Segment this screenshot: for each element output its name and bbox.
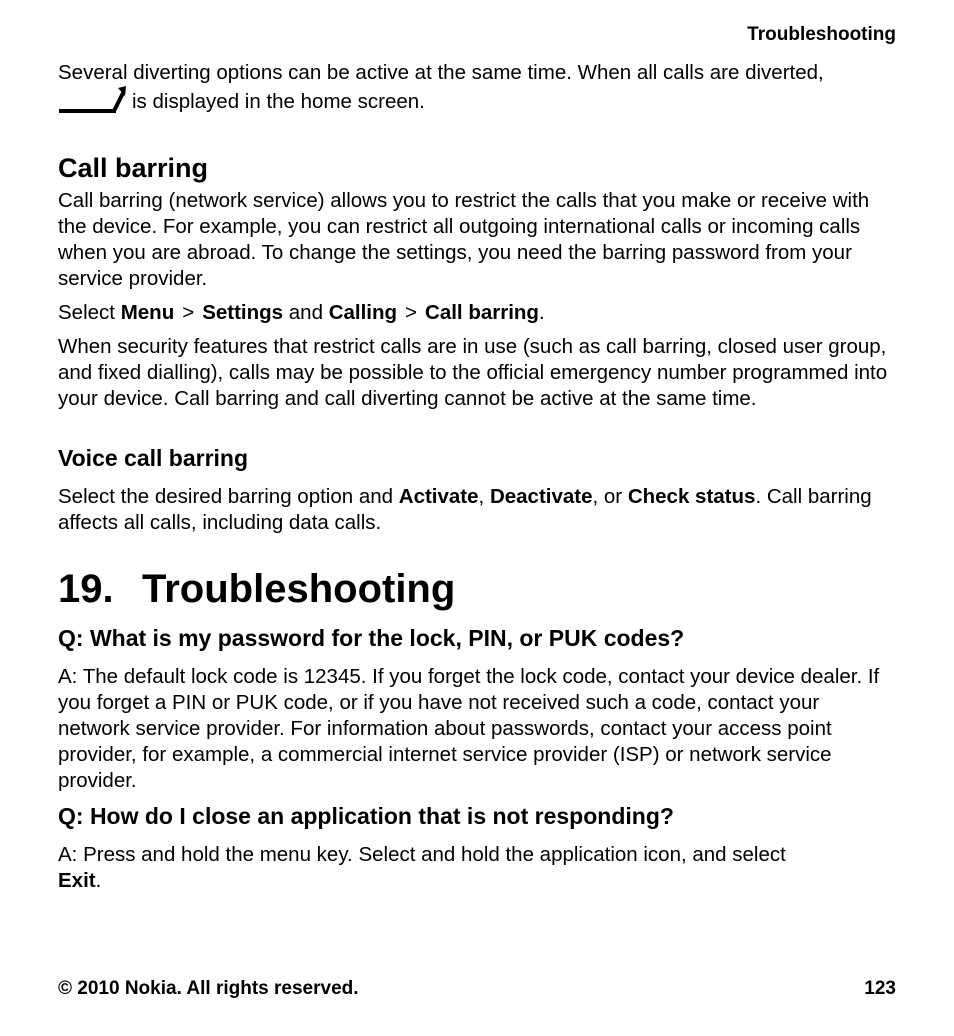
menu-item-call-barring: Call barring [425, 301, 539, 324]
section-voice-call-barring [58, 444, 896, 536]
page-footer [58, 978, 896, 1000]
chapter-title [58, 566, 896, 612]
menu-item-settings: Settings [202, 301, 284, 324]
path-separator: > [405, 301, 418, 324]
intro-line-1: Several diverting options can be active at the same time. When all calls are diverted, [58, 61, 824, 84]
section-call-barring [58, 152, 896, 412]
chapter-number: 19. [58, 567, 114, 611]
select-word: Select [58, 301, 115, 324]
comma: , [478, 485, 485, 508]
chapter-title-text: Troubleshooting [142, 567, 456, 611]
path-separator: > [182, 301, 195, 324]
faq-answer [58, 842, 896, 894]
call-divert-icon [58, 86, 126, 121]
faq-item [58, 802, 896, 894]
menu-item-calling: Calling [328, 301, 398, 324]
intro-line-2-text: is displayed in the home screen. [132, 90, 425, 113]
diverting-intro [58, 60, 896, 121]
or-word: , or [592, 485, 623, 508]
faq-answer: A: The default lock code is 12345. If you forget the lock code, contact your device dealer. If you forget a PIN or PUK code, or if you have not received such a code, contact your network service provider. For information about passwords, contact your access point provider, for example, a commercial internet service provider (ISP) or network service provider. [58, 665, 880, 792]
menu-item-menu: Menu [120, 301, 175, 324]
page-number: 123 [864, 978, 896, 999]
option-check-status: Check status [627, 485, 756, 508]
faq-item [58, 624, 896, 794]
intro-line-2 [58, 86, 896, 121]
voice-text-end: . Call barring affects all calls, including data calls. [58, 485, 872, 534]
call-barring-menu-path [58, 300, 896, 326]
option-exit: Exit [58, 869, 96, 892]
faq-answer-text: A: Press and hold the menu key. Select and hold the application icon, and select [58, 843, 786, 866]
call-barring-description: Call barring (network service) allows you to restrict the calls that you make or receive with the device. For example, you can restrict all outgoing international calls or incoming calls when you are abroad. To change the settings, you need the barring password from your service provider. [58, 189, 870, 290]
option-activate: Activate [398, 485, 479, 508]
period: . [538, 301, 545, 324]
and-word: and [288, 301, 323, 324]
voice-call-barring-heading: Voice call barring [58, 445, 249, 471]
running-header: Troubleshooting [747, 24, 896, 45]
option-deactivate: Deactivate [489, 485, 593, 508]
copyright-notice: © 2010 Nokia. All rights reserved. [58, 978, 359, 999]
voice-text-start: Select the desired barring option and [58, 485, 394, 508]
call-barring-heading: Call barring [58, 153, 209, 183]
period: . [95, 869, 102, 892]
faq-question: Q: What is my password for the lock, PIN, or PUK codes? [58, 625, 685, 651]
security-features-note: When security features that restrict calls are in use (such as call barring, closed user group, and fixed dialling), calls may be possible to the official emergency number programmed into your device. Call barring and call diverting cannot be active at the same time. [58, 335, 888, 410]
voice-call-barring-text [58, 484, 896, 536]
faq-question: Q: How do I close an application that is not responding? [58, 803, 674, 829]
